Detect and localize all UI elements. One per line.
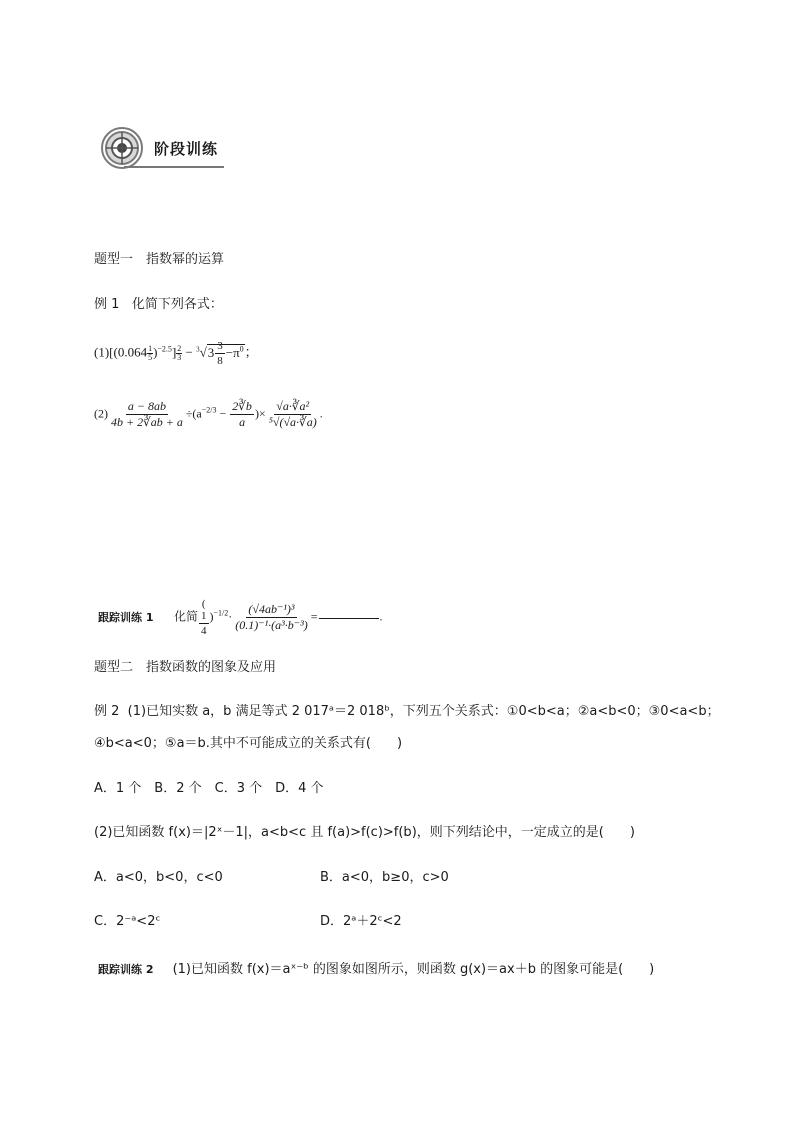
example2-line1: 例 2 (1)已知实数 a，b 满足等式 2 017ᵃ＝2 018ᵇ，下列五个关系式：①0<b<a；②a<b<0；③0<a<b； [94,704,720,719]
practice1-row [98,598,418,638]
type1-heading: 题型一 指数幂的运算 [94,252,225,267]
option-c: C．2⁻ᵃ<2ᶜ [94,914,161,929]
example2-options: A．1 个 B．2 个 C．3 个 D．4 个 [94,781,324,796]
example1-label: 例 1 [94,297,120,312]
example1-line [94,293,223,312]
example2-label: 例 2 [94,704,120,719]
formula-2: (2) $\frac{a - 8ab}{4b + 2∛ab + a}$ $\div(a^{-2/3}$ − $\frac{2∛b}{a}$ )× $\frac{\text{√a·∛a²}}{\text{⁵√(√a·∛a)}}$ . [94,399,323,430]
option-a: A．a<0，b<0，c<0 [94,870,223,885]
practice1-label: 跟踪训练 1 [98,611,154,624]
option-b: B．a<0，b≥0，c>0 [320,870,449,885]
example2-part2: (2)已知函数 f(x)＝|2ˣ－1|，a<b<c 且 f(a)>f(c)>f(b)，则下列结论中，一定成立的是( ) [94,825,635,840]
section-underline [124,166,224,168]
example1-text: 化简下列各式： [131,297,223,312]
section-title: 阶段训练 [154,140,219,158]
section-header [100,126,224,170]
formula-1: (1)[(0.064 $\frac{1}{5}$ )$^{-2.5}$] $\frac{2}{3}$ − $^3$√3 $\frac{3}{8}$ $-\pi^0$； [94,340,258,368]
option-d: D．2ᵃ＋2ᶜ<2 [320,914,402,929]
practice1-formula: 化简( 1 4 )$^{-1/2}$· $\frac{\text{(√4ab⁻¹)³}}{\text{(0.1)⁻¹·(a³·b⁻³)}}$ = . [174,598,383,638]
practice2-row [98,958,654,977]
example2-line2: ④b<a<0；⑤a＝b.其中不可能成立的关系式有( ) [94,736,403,751]
type2-heading: 题型二 指数函数的图象及应用 [94,660,277,675]
practice2-label: 跟踪训练 2 [98,963,154,976]
practice2-text: (1)已知函数 f(x)＝aˣ⁻ᵇ 的图象如图所示，则函数 g(x)＝ax＋b 的图象可能是( ) [172,962,655,977]
target-icon [100,126,148,170]
answer-blank[interactable] [319,617,379,619]
